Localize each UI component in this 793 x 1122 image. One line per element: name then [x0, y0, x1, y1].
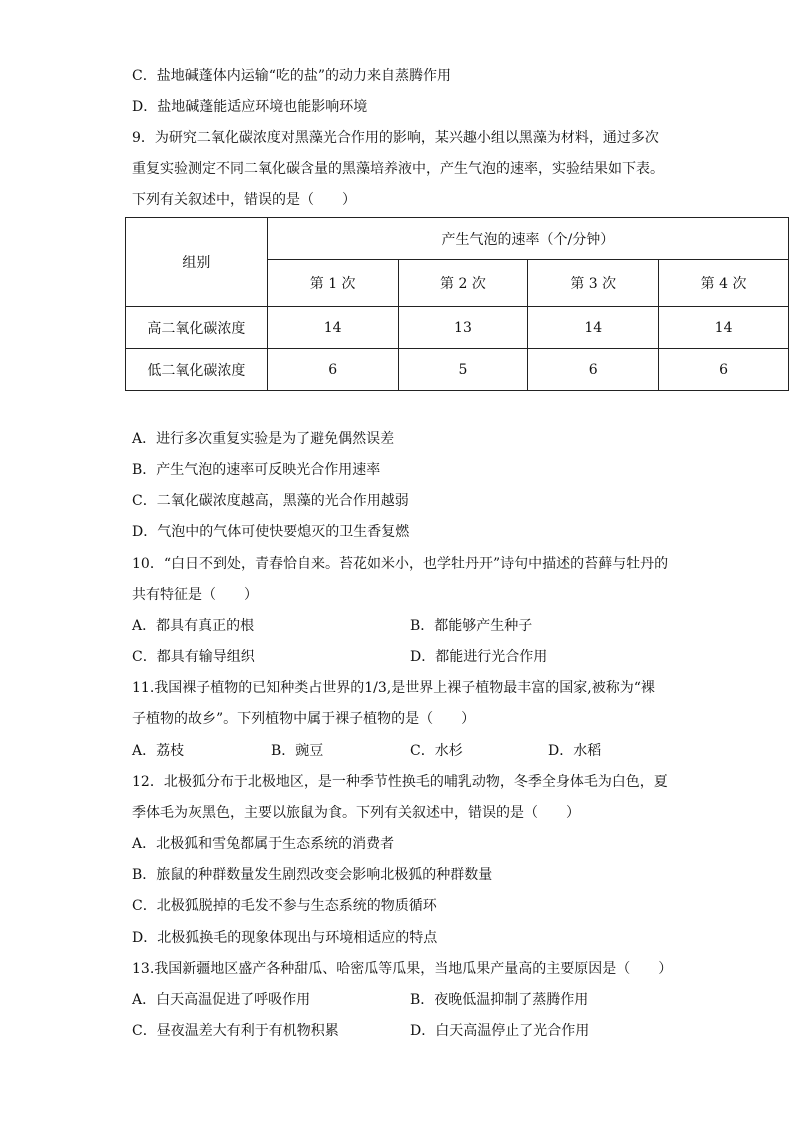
q9-option-b: B．产生气泡的速率可反映光合作用速率 [132, 462, 381, 478]
q11-option-c: C．水杉 [410, 743, 463, 759]
q11-option-b: B．豌豆 [271, 743, 324, 759]
q9-stem-line-3: 下列有关叙述中，错误的是（ ） [132, 192, 356, 208]
table-header-trial-2: 第 2 次 [398, 260, 528, 307]
q10-option-c: C．都具有输导组织 [132, 649, 255, 665]
q13-stem-line-1: 13.我国新疆地区盛产各种甜瓜、哈密瓜等瓜果，当地瓜果产量高的主要原因是（ ） [132, 961, 673, 977]
table-cell: 6 [659, 349, 789, 391]
q9-option-a: A．进行多次重复实验是为了避免偶然误差 [132, 431, 395, 447]
q11-stem-line-2: 子植物的故乡”。下列植物中属于裸子植物的是（ ） [132, 711, 476, 727]
q11-option-a: A．荔枝 [132, 743, 185, 759]
q9-stem-line-1: 9．为研究二氧化碳浓度对黑藻光合作用的影响，某兴趣小组以黑藻为材料，通过多次 [132, 130, 659, 146]
table-header-trial-1: 第 1 次 [267, 260, 398, 307]
table-header-trial-3: 第 3 次 [528, 260, 659, 307]
q11-option-d: D．水稻 [548, 743, 602, 759]
q9-option-c: C．二氧化碳浓度越高，黑藻的光合作用越弱 [132, 493, 409, 509]
q9-data-table [125, 217, 789, 391]
table-cell: 14 [267, 307, 398, 349]
q8-option-d: D．盐地碱蓬能适应环境也能影响环境 [132, 99, 368, 115]
q11-stem-line-1: 11.我国裸子植物的已知种类占世界的1/3,是世界上裸子植物最丰富的国家,被称为“裸 [132, 680, 655, 696]
q10-option-b: B．都能够产生种子 [410, 618, 533, 634]
q12-option-c: C．北极狐脱掉的毛发不参与生态系统的物质循环 [132, 898, 437, 914]
q13-option-b: B．夜晚低温抑制了蒸腾作用 [410, 992, 589, 1008]
q12-option-b: B．旅鼠的种群数量发生剧烈改变会影响北极狐的种群数量 [132, 867, 493, 883]
q10-option-d: D．都能进行光合作用 [410, 649, 548, 665]
q8-option-c: C．盐地碱蓬体内运输“吃的盐”的动力来自蒸腾作用 [132, 68, 452, 84]
q9-stem-line-2: 重复实验测定不同二氧化碳含量的黑藻培养液中，产生气泡的速率，实验结果如下表。 [132, 161, 664, 177]
row-label: 高二氧化碳浓度 [126, 307, 268, 349]
q13-option-c: C．昼夜温差大有利于有机物积累 [132, 1023, 339, 1039]
table-row-high-co2 [126, 307, 789, 349]
q13-option-d: D．白天高温停止了光合作用 [410, 1023, 590, 1039]
table-cell: 14 [528, 307, 659, 349]
table-cell: 14 [659, 307, 789, 349]
q12-option-d: D．北极狐换毛的现象体现出与环境相适应的特点 [132, 930, 438, 946]
table-header-trial-4: 第 4 次 [659, 260, 789, 307]
q9-option-d: D．气泡中的气体可使快要熄灭的卫生香复燃 [132, 524, 410, 540]
table-cell: 6 [528, 349, 659, 391]
table-row-low-co2 [126, 349, 789, 391]
q12-stem-line-1: 12．北极狐分布于北极地区，是一种季节性换毛的哺乳动物，冬季全身体毛为白色，夏 [132, 774, 668, 790]
table-cell: 5 [398, 349, 528, 391]
table-header-rate: 产生气泡的速率（个/分钟） [267, 218, 788, 260]
q10-stem-line-1: 10．“白日不到处，青春恰自来。苔花如米小，也学牡丹开”诗句中描述的苔藓与牡丹的 [132, 556, 669, 572]
q10-stem-line-2: 共有特征是（ ） [132, 587, 258, 603]
q13-option-a: A．白天高温促进了呼吸作用 [132, 992, 311, 1008]
q10-option-a: A．都具有真正的根 [132, 618, 255, 634]
q12-option-a: A．北极狐和雪兔都属于生态系统的消费者 [132, 836, 395, 852]
table-header-group: 组别 [126, 218, 268, 307]
table-cell: 6 [267, 349, 398, 391]
table-cell: 13 [398, 307, 528, 349]
row-label: 低二氧化碳浓度 [126, 349, 268, 391]
q12-stem-line-2: 季体毛为灰黑色，主要以旅鼠为食。下列有关叙述中，错误的是（ ） [132, 805, 580, 821]
